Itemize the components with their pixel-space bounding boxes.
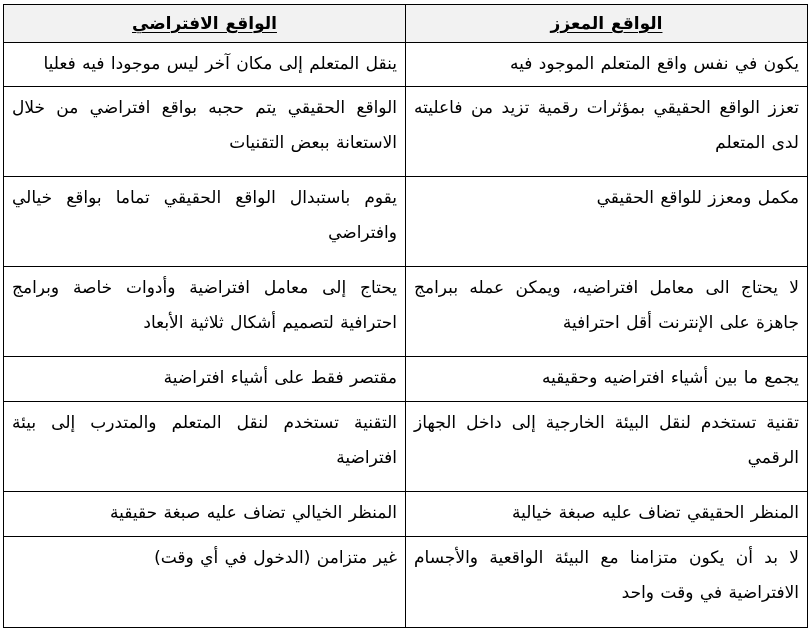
table-row — [4, 266, 808, 356]
cell-augmented: تعزز الواقع الحقيقي بمؤثرات رقمية تزيد من فاعليته لدى المتعلم — [406, 87, 808, 177]
cell-virtual: مقتصر فقط على أشياء افتراضية — [4, 356, 406, 401]
header-virtual-label: الواقع الافتراضي — [132, 13, 277, 34]
header-virtual-reality — [4, 5, 406, 43]
cell-virtual: يقوم باستبدال الواقع الحقيقي تماما بواقع خيالي وافتراضي — [4, 177, 406, 267]
header-augmented-reality — [406, 5, 808, 43]
table-row — [4, 87, 808, 177]
cell-augmented: المنظر الحقيقي تضاف عليه صبغة خيالية — [406, 491, 808, 536]
cell-augmented: يجمع ما بين أشياء افتراضيه وحقيقيه — [406, 356, 808, 401]
cell-virtual: يحتاج إلى معامل افتراضية وأدوات خاصة وبرامج احترافية لتصميم أشكال ثلاثية الأبعاد — [4, 266, 406, 356]
cell-virtual: الواقع الحقيقي يتم حجبه بواقع افتراضي من خلال الاستعانة ببعض التقنيات — [4, 87, 406, 177]
table-row — [4, 177, 808, 267]
table-row — [4, 491, 808, 536]
comparison-table — [3, 4, 808, 628]
table-row — [4, 402, 808, 492]
cell-augmented: تقنية تستخدم لنقل البيئة الخارجية إلى داخل الجهاز الرقمي — [406, 402, 808, 492]
cell-augmented: لا بد أن يكون متزامنا مع البيئة الواقعية والأجسام الافتراضية في وقت واحد — [406, 537, 808, 628]
header-row — [4, 5, 808, 43]
table-row — [4, 43, 808, 87]
cell-augmented: مكمل ومعزز للواقع الحقيقي — [406, 177, 808, 267]
cell-virtual: المنظر الخيالي تضاف عليه صبغة حقيقية — [4, 491, 406, 536]
header-augmented-label: الواقع المعزز — [550, 13, 663, 34]
table-row — [4, 537, 808, 628]
table-row — [4, 356, 808, 401]
cell-virtual: ينقل المتعلم إلى مكان آخر ليس موجودا فيه فعليا — [4, 43, 406, 87]
cell-virtual: غير متزامن (الدخول في أي وقت) — [4, 537, 406, 628]
cell-augmented: يكون في نفس واقع المتعلم الموجود فيه — [406, 43, 808, 87]
cell-virtual: التقنية تستخدم لنقل المتعلم والمتدرب إلى بيئة افتراضية — [4, 402, 406, 492]
cell-augmented: لا يحتاج الى معامل افتراضيه، ويمكن عمله ببرامج جاهزة على الإنترنت أقل احترافية — [406, 266, 808, 356]
